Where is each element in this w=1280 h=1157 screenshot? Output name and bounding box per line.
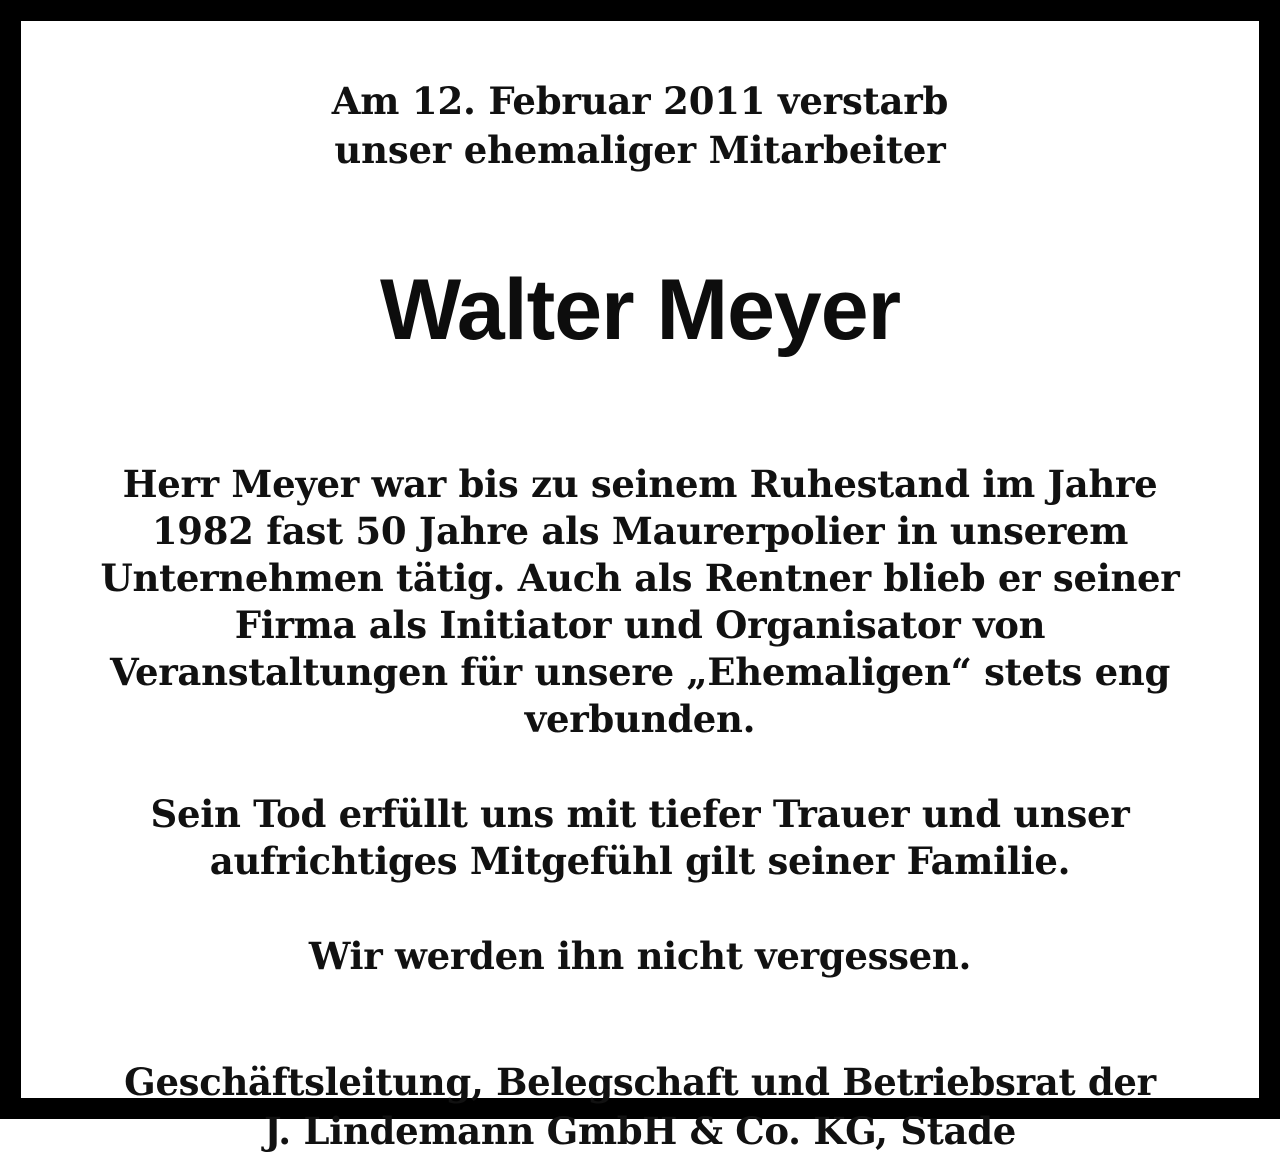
intro-text [332, 77, 948, 175]
obituary-notice [18, 18, 1262, 1154]
paragraph-remembrance: Wir werden ihn nicht vergessen. [308, 933, 972, 978]
intro-line-2: unser ehemaliger Mitarbeiter [334, 127, 946, 172]
deceased-name: Walter Meyer [379, 261, 901, 358]
intro-line-1: Am 12. Februar 2011 verstarb [331, 79, 949, 123]
paragraph-biography: Herr Meyer war bis zu seinem Ruhestand im Jahre 1982 fast 50 Jahre als Maurerpolier in unserem Unternehmen tätig. Auch als Rentner blieb er seiner Firma als Initiator und Organisator von Veranstaltungen für unsere „Ehemaligen“ stets eng verbunden. [100, 461, 1180, 741]
paragraph-condolence: Sein Tod erfüllt uns mit tiefer Trauer und unser aufrichtiges Mitgefühl gilt seiner Familie. [150, 791, 1130, 883]
signature-line-1: Geschäftsleitung, Belegschaft und Betriebsrat der [124, 1059, 1156, 1104]
signature-line-2: J. Lindemann GmbH & Co. KG, Stade [263, 1109, 1017, 1154]
signature-block [124, 1058, 1156, 1157]
